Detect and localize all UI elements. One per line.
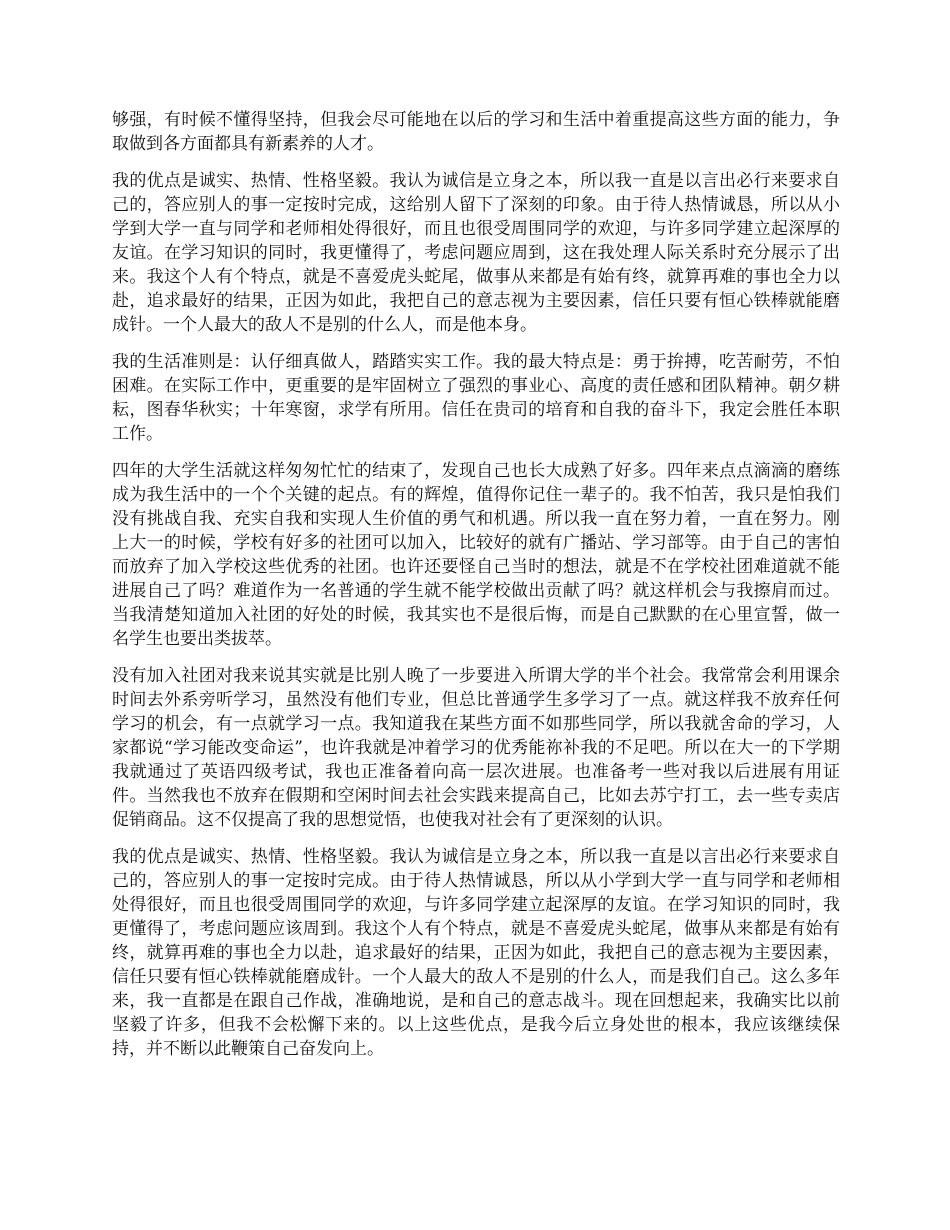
paragraph-6: 我的优点是诚实、热情、性格坚毅。我认为诚信是立身之本，所以我一直是以言出必行来要求自己的，答应别人的事一定按时完成。由于待人热情诚恳，所以从小学到大学一直与同学和老师相处得很好，而且也很受周围同学的欢迎，与许多同学建立起深厚的友谊。在学习知识的同时，我更懂得了，考虑问题应该周到。我这个人有个特点，就是不喜爱虎头蛇尾，做事从来都是有始有终，就算再难的事也全力以赴，追求最好的结果，正因为如此，我把自己的意志视为主要因素，信任只要有恒心铁棒就能磨成针。一个人最大的敌人不是别的什么人，而是我们自己。这么多年来，我一直都是在跟自己作战，准确地说，是和自己的意志战斗。现在回想起来，我确实比以前坚毅了许多，但我不会松懈下来的。以上这些优点，是我今后立身处世的根本，我应该继续保持，并不断以此鞭策自己奋发向上。 [112, 847, 840, 1059]
document-body [112, 108, 840, 1074]
paragraph-4: 四年的大学生活就这样匆匆忙忙的结束了，发现自己也长大成熟了好多。四年来点点滴滴的磨练成为我生活中的一个个关键的起点。有的辉煌，值得你记住一辈子的。我不怕苦，我只是怕我们没有挑战自我、充实自我和实现人生价值的勇气和机遇。所以我一直在努力着，一直在努力。刚上大一的时候，学校有好多的社团可以加入，比较好的就有广播站、学习部等。由于自己的害怕而放弃了加入学校这些优秀的社团。也许还要怪自己当时的想法，就是不在学校社团难道就不能进展自己了吗？难道作为一名普通的学生就不能学校做出贡献了吗？就这样机会与我擦肩而过。当我清楚知道加入社团的好处的时候，我其实也不是很后悔，而是自己默默的在心里宣誓，做一名学生也要出类拔萃。 [112, 461, 840, 649]
paragraph-1: 够强，有时候不懂得坚持，但我会尽可能地在以后的学习和生活中着重提高这些方面的能力，争取做到各方面都具有新素养的人才。 [112, 110, 840, 154]
paragraph-5: 没有加入社团对我来说其实就是比别人晚了一步要进入所谓大学的半个社会。我常常会利用课余时间去外系旁听学习，虽然没有他们专业，但总比普通学生多学习了一点。就这样我不放弃任何学习的机会，有一点就学习一点。我知道我在某些方面不如那些同学，所以我就舍命的学习，人家都说“学习能改变命运”，也许我就是冲着学习的优秀能祢补我的不足吧。所以在大一的下学期我就通过了英语四级考试，我也正准备着向高一层次进展。也准备考一些对我以后进展有用证件。当然我也不放弃在假期和空闲时间去社会实践来提高自己，比如去苏宁打工，去一些专卖店促销商品。这不仅提高了我的思想觉悟，也使我对社会有了更深刻的认识。 [112, 666, 840, 830]
paragraph-2: 我的优点是诚实、热情、性格坚毅。我认为诚信是立身之本，所以我一直是以言出必行来要求自己的，答应别人的事一定按时完成，这给别人留下了深刻的印象。由于待人热情诚恳，所以从小学到大学一直与同学和老师相处得很好，而且也很受周围同学的欢迎，与许多同学建立起深厚的友谊。在学习知识的同时，我更懂得了，考虑问题应周到，这在我处理人际关系时充分展示了出来。我这个人有个特点，就是不喜爱虎头蛇尾，做事从来都是有始有终，就算再难的事也全力以赴，追求最好的结果，正因为如此，我把自己的意志视为主要因素，信任只要有恒心铁棒就能磨成针。一个人最大的敌人不是别的什么人，而是他本身。 [112, 171, 840, 335]
paragraph-3: 我的生活准则是：认仔细真做人，踏踏实实工作。我的最大特点是：勇于拚搏，吃苦耐劳，不怕困难。在实际工作中，更重要的是牢固树立了强烈的事业心、高度的责任感和团队精神。朝夕耕耘，图春华秋实；十年寒窗，求学有所用。信任在贵司的培育和自我的奋斗下，我定会胜任本职工作。 [112, 352, 840, 444]
